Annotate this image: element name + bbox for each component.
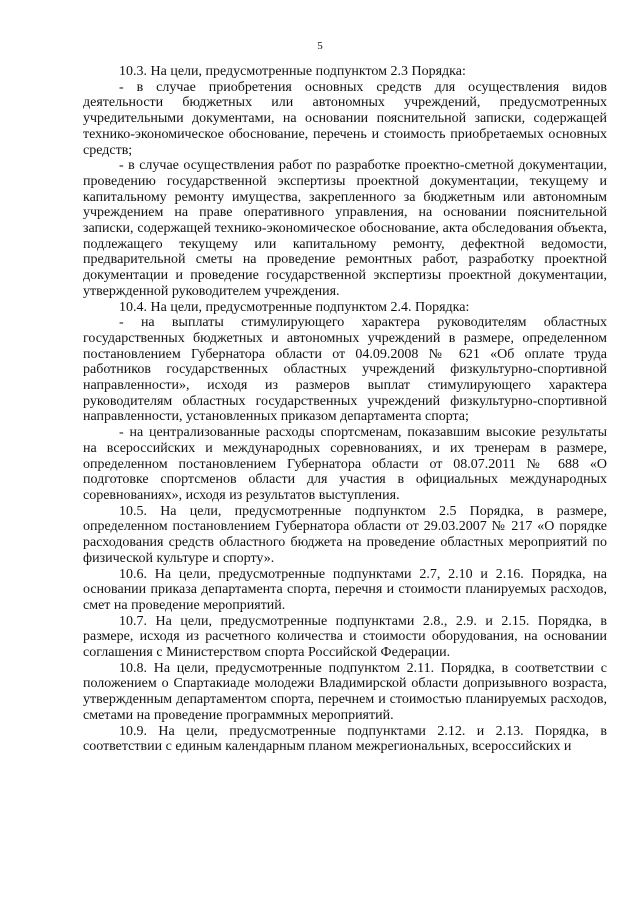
paragraph-10-3-item-2: - в случае осуществления работ по разработке проектно-сметной документации, проведению государственной экспертизы проектной документации, текущему и капитальному ремонту имущества, закрепленного за бюджетным или автономным учреждением на праве оперативного управления, на основании пояснительной записки, содержащей технико-экономическое обоснование, акта обследования объекта, подлежащего текущему или капитальному ремонту, дефектной ведомости, предварительной сметы на проведение ремонтных работ, разработку проектной документации и проведение государственной экспертизы проектной документации, утвержденной руководителем учреждения. [83, 158, 607, 299]
paragraph-10-4-heading: 10.4. На цели, предусмотренные подпунктом 2.4. Порядка: [119, 299, 470, 315]
paragraph-10-5: 10.5. На цели, предусмотренные подпунктом 2.5 Порядка, в размере, определенном постановлением Губернатора области от 29.03.2007 № 217 «О порядке расходования средств областного бюджета на проведение областных мероприятий по физической культуре и спорту». [83, 503, 607, 566]
paragraph-10-8: 10.8. На цели, предусмотренные подпунктом 2.11. Порядка, в соответствии с положением о Спартакиаде молодежи Владимирской области допризывного возраста, утвержденным департаментом спорта, перечнем и стоимостью планируемых расходов, сметами на проведение программных мероприятий. [83, 660, 607, 723]
page-number: 5 [317, 40, 323, 52]
document-body [83, 64, 607, 755]
paragraph-10-4-item-2: - на централизованные расходы спортсменам, показавшим высокие результаты на всероссийских и международных соревнованиях, и их тренерам в размере, определенном постановлением Губернатора области от 08.07.2011 № 688 «О подготовке спортсменов области для участия в официальных международных соревнованиях», исходя из результатов выступления. [83, 425, 607, 503]
paragraph-10-9: 10.9. На цели, предусмотренные подпунктами 2.12. и 2.13. Порядка, в соответствии с единым календарным планом межрегиональных, всероссийских и [83, 723, 607, 755]
paragraph-10-4-item-1: - на выплаты стимулирующего характера руководителям областных государственных бюджетных и автономных учреждений в размере, определенном постановлением Губернатора области от 04.09.2008 № 621 «Об оплате труда работников государственных областных учреждений физкультурно-спортивной направленности», исходя из размеров выплат стимулирующего характера руководителям областных государственных учреждений физкультурно-спортивной направленности, установленных приказом департамента спорта; [83, 315, 607, 425]
paragraph-10-7: 10.7. На цели, предусмотренные подпунктами 2.8., 2.9. и 2.15. Порядка, в размере, исходя из расчетного количества и стоимости оборудования, на основании соглашения с Министерством спорта Российской Федерации. [83, 613, 607, 661]
paragraph-10-3-item-1: - в случае приобретения основных средств для осуществления видов деятельности бюджетных или автономных учреждений, предусмотренных учредительными документами, на основании пояснительной записки, содержащей технико-экономическое обоснование, перечень и стоимость приобретаемых основных средств; [83, 79, 607, 158]
paragraph-10-6: 10.6. На цели, предусмотренные подпунктами 2.7, 2.10 и 2.16. Порядка, на основании приказа департамента спорта, перечня и стоимости планируемых расходов, смет на проведение мероприятий. [83, 566, 607, 613]
paragraph-10-3-heading: 10.3. На цели, предусмотренные подпунктом 2.3 Порядка: [119, 64, 466, 79]
